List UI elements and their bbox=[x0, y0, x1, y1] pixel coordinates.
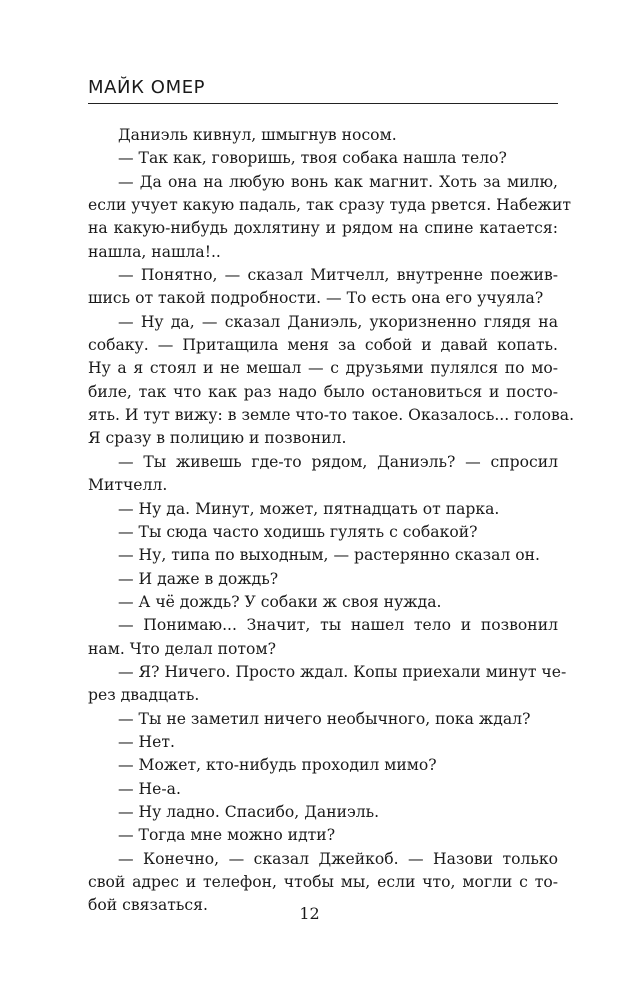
text-line: — Ты не заметил ничего необычного, пока ждал? bbox=[118, 709, 531, 728]
text-line: Даниэль кивнул, шмыгнув носом. bbox=[118, 126, 397, 144]
text-line: если учует какую падаль, так сразу туда рвется. Набежит bbox=[88, 196, 571, 215]
text-line: — Я? Ничего. Просто ждал. Копы приехали минут че- bbox=[118, 662, 567, 681]
text-line: — Ну, типа по выходным, — растерянно сказал он. bbox=[118, 546, 541, 565]
page-number: 12 bbox=[299, 904, 320, 923]
text-line: — А чё дождь? У собаки ж своя нужда. bbox=[118, 592, 442, 611]
text-line: Ну а я стоял и не мешал — с друзьями пулялся по мо- bbox=[88, 359, 558, 378]
text-line: — Да она на любую вонь как магнит. Хоть за милю, bbox=[118, 172, 558, 191]
text-line: — Конечно, — сказал Джейкоб. — Назови только bbox=[118, 849, 558, 868]
text-line: — Может, кто-нибудь проходил мимо? bbox=[118, 756, 437, 775]
text-line: нашла, нашла!.. bbox=[88, 242, 221, 261]
header-rule bbox=[88, 103, 558, 104]
text-line: собаку. — Притащила меня за собой и давай копать. bbox=[88, 336, 558, 355]
running-header: МАЙК ОМЕР bbox=[88, 77, 206, 98]
text-line: — Понятно, — сказал Митчелл, внутренне поежив- bbox=[118, 266, 558, 285]
text-line: — Так как, говоришь, твоя собака нашла тело? bbox=[118, 149, 507, 168]
text-line: — Не-а. bbox=[118, 779, 181, 798]
text-line: на какую-нибудь дохлятину и рядом на спине катается: bbox=[88, 219, 558, 238]
text-line: — Ты сюда часто ходишь гулять с собакой? bbox=[118, 522, 478, 541]
text-line: — Ну ладно. Спасибо, Даниэль. bbox=[118, 802, 380, 821]
text-line: — И даже в дождь? bbox=[118, 569, 279, 588]
text-line: — Понимаю... Значит, ты нашел тело и позвонил bbox=[118, 616, 558, 635]
text-line: — Ну да. Минут, может, пятнадцать от парка. bbox=[118, 499, 500, 518]
text-line: рез двадцать. bbox=[88, 686, 200, 705]
text-line: — Тогда мне можно идти? bbox=[118, 826, 336, 845]
text-line: бой связаться. bbox=[88, 896, 208, 915]
text-line: Митчелл. bbox=[88, 476, 168, 495]
text-line: биле, так что как раз надо было остановиться и посто- bbox=[88, 382, 558, 401]
text-line: — Ну да, — сказал Даниэль, укоризненно глядя на bbox=[118, 312, 558, 331]
text-line: — Ты живешь где-то рядом, Даниэль? — спросил bbox=[118, 452, 558, 471]
text-line: шись от такой подробности. — То есть она его учуяла? bbox=[88, 289, 544, 308]
text-line: свой адрес и телефон, чтобы мы, если что, могли с то- bbox=[88, 873, 558, 891]
text-line: ять. И тут вижу: в земле что-то такое. Оказалось... голова. bbox=[88, 406, 575, 425]
body-text bbox=[88, 124, 575, 918]
text-line: — Нет. bbox=[118, 732, 175, 751]
text-line: Я сразу в полицию и позвонил. bbox=[88, 429, 347, 448]
text-line: нам. Что делал потом? bbox=[88, 639, 276, 658]
